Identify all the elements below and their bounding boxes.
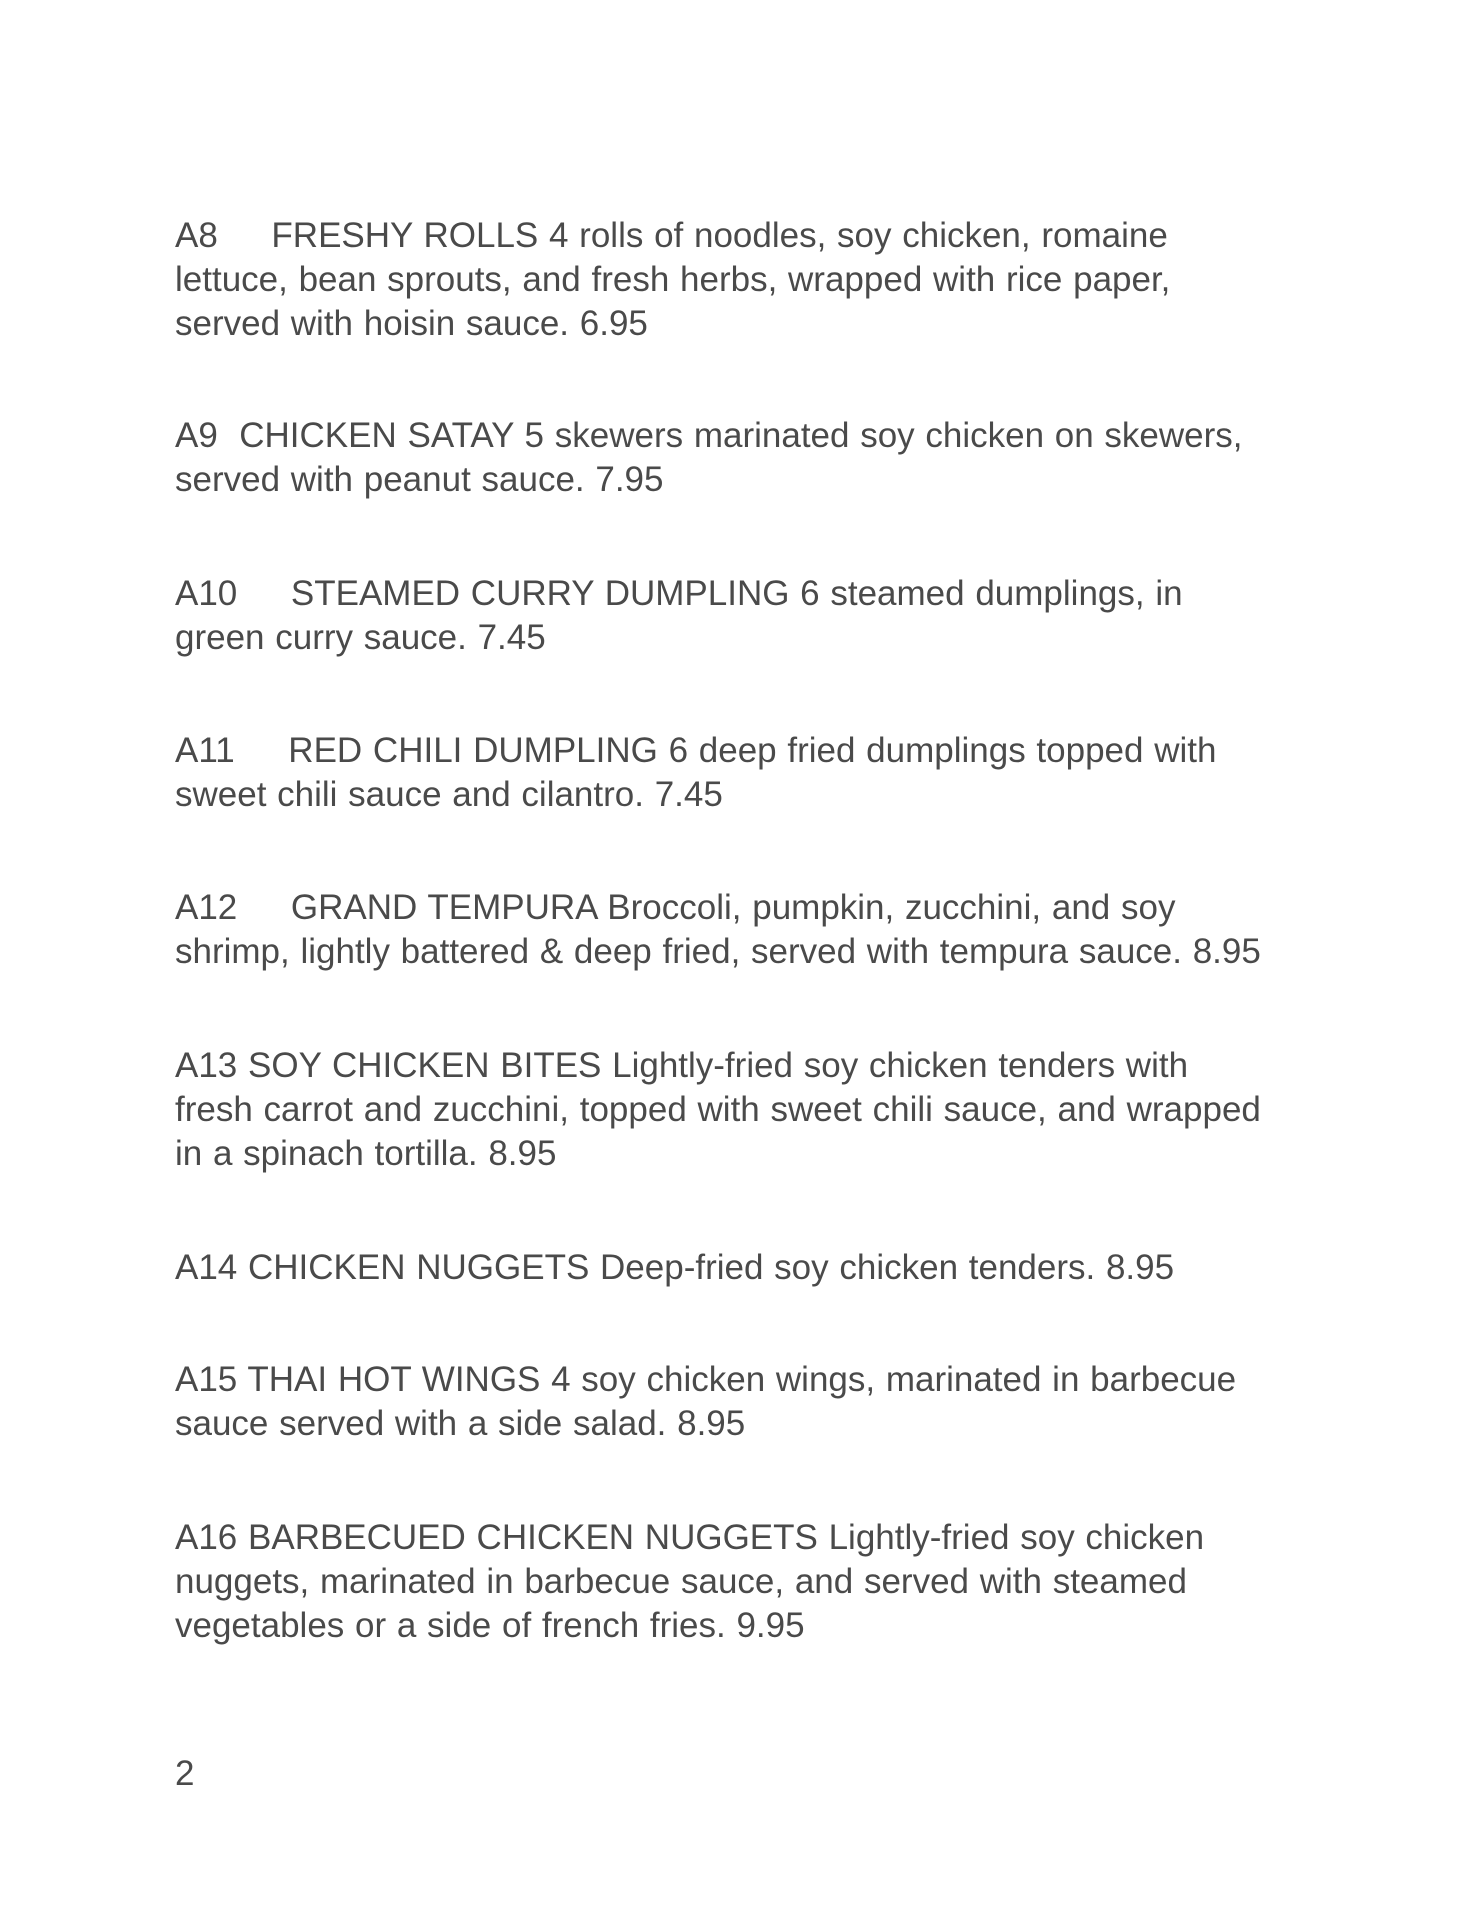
menu-item-a15: A15 THAI HOT WINGS 4 soy chicken wings, marinated in barbecue sauce served with a side salad. 8.95 [175,1360,1237,1443]
menu-item-a9: A9 CHICKEN SATAY 5 skewers marinated soy chicken on skewers, served with peanut sauce. 7.95 [175,416,1243,499]
menu-item-a16: A16 BARBECUED CHICKEN NUGGETS Lightly-fried soy chicken nuggets, marinated in barbecue sauce, and served with steamed vegetables or a side of french fries. 9.95 [175,1518,1205,1645]
menu-item-a10: A10 STEAMED CURRY DUMPLING 6 steamed dumplings, in green curry sauce. 7.45 [175,574,1183,657]
menu-item-a14: A14 CHICKEN NUGGETS Deep-fried soy chicken tenders. 8.95 [175,1248,1175,1287]
menu-item-a8: A8 FRESHY ROLLS 4 rolls of noodles, soy chicken, romaine lettuce, bean sprouts, and fresh herbs, wrapped with rice paper, served with hoisin sauce. 6.95 [175,216,1171,343]
menu-item-a13: A13 SOY CHICKEN BITES Lightly-fried soy chicken tenders with fresh carrot and zucchini, topped with sweet chili sauce, and wrapped in a spinach tortilla. 8.95 [175,1046,1261,1173]
page-number: 2 [175,1754,195,1793]
menu-item-a12: A12 GRAND TEMPURA Broccoli, pumpkin, zucchini, and soy shrimp, lightly battered & deep fried, served with tempura sauce. 8.95 [175,888,1261,971]
menu-item-a11: A11 RED CHILI DUMPLING 6 deep fried dumplings topped with sweet chili sauce and cilantro. 7.45 [175,731,1217,814]
